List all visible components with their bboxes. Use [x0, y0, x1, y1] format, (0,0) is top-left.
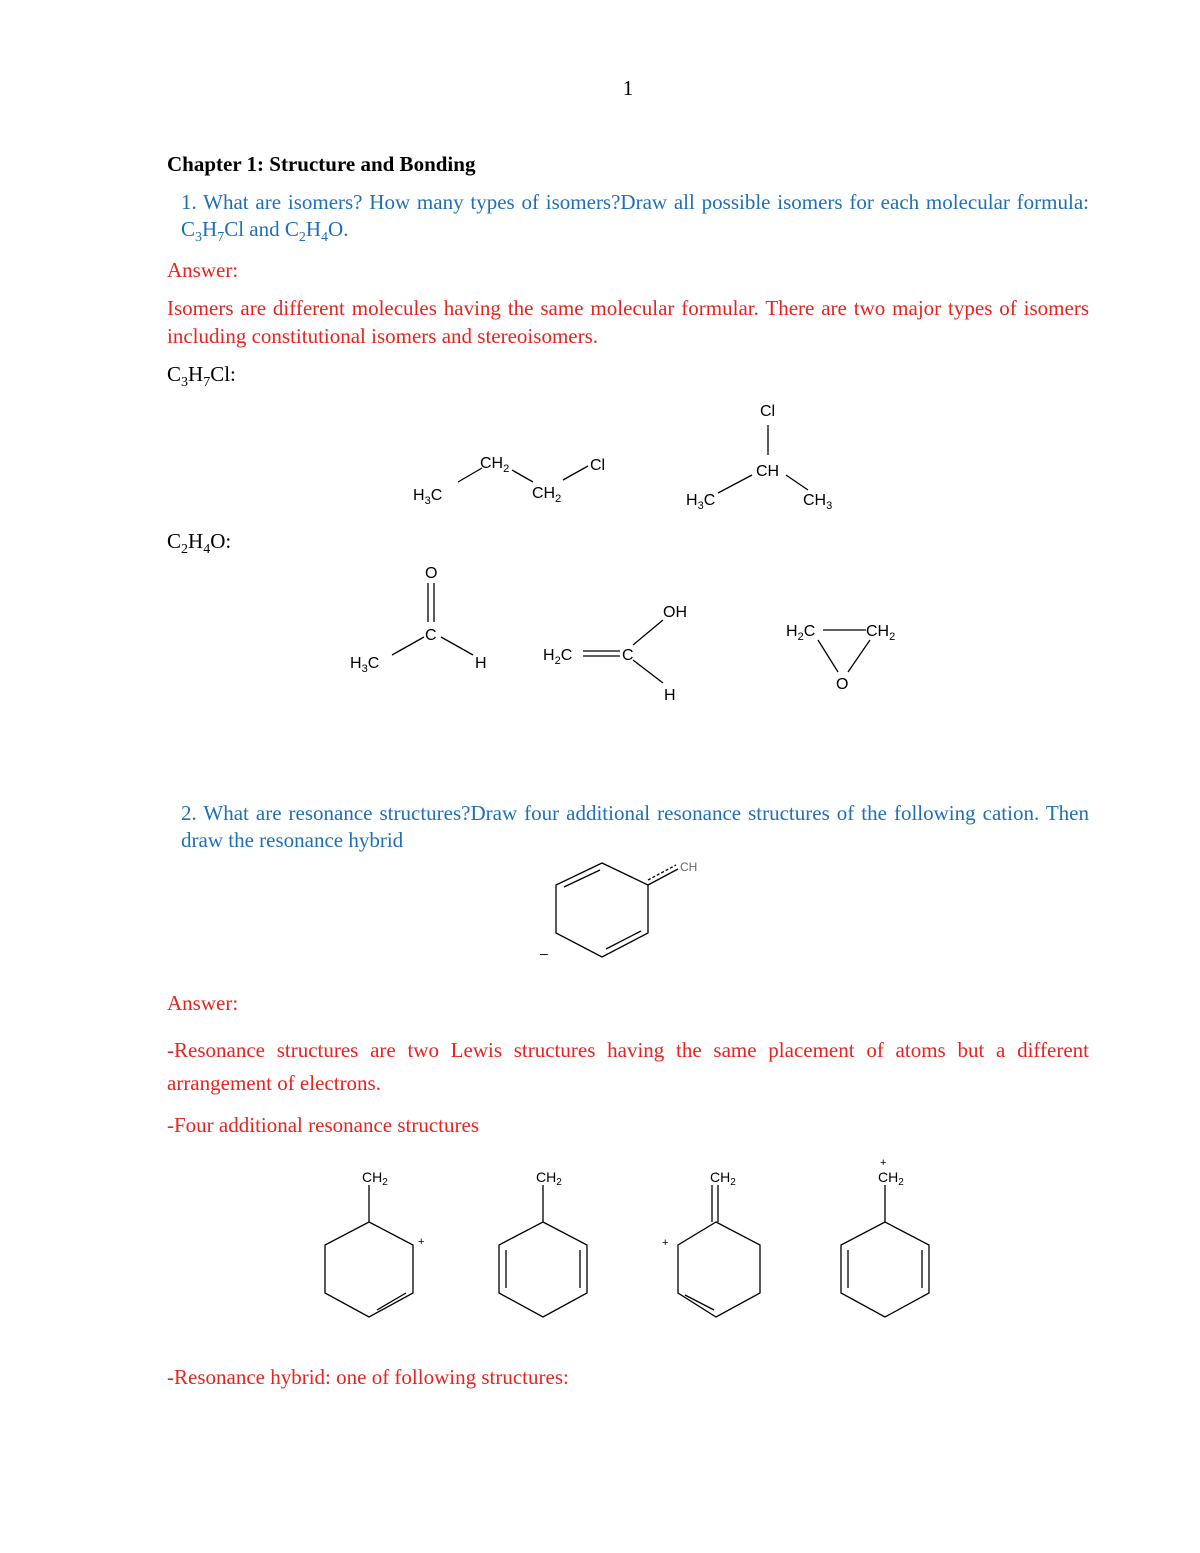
answer-label-2: Answer:	[167, 991, 239, 1015]
label-oh: OH	[663, 604, 687, 621]
answer-1-text: Isomers are different molecules having the same molecular formular. There are two major types of isomers including constitutional isomers and stereoisomers.	[167, 296, 1089, 348]
question-1: 1. What are isomers? How many types of isomers?Draw all possible isomers for each molecular formula: $C_3H_7Cl$ and $C_2H_4O$.	[181, 190, 1089, 246]
label-cl-a: Cl	[590, 457, 606, 474]
plus-r1: +	[418, 1236, 425, 1248]
plus-r3: +	[662, 1237, 669, 1249]
resonance-structures	[300, 1150, 980, 1330]
label-h2c-a: $H_2C$	[543, 647, 573, 667]
label-h2c-b: $H_2C$	[786, 623, 816, 643]
label-o-b: O	[836, 676, 849, 693]
label-ch: CH	[756, 463, 780, 480]
answer-2-four: -Four additional resonance structures	[167, 1113, 479, 1137]
label-ch2-r2: $CH_2$	[536, 1169, 562, 1188]
isomer-structures	[0, 0, 1200, 760]
plus-r4: +	[880, 1157, 887, 1169]
page-number: 1	[622, 76, 634, 100]
label-h3c: $H_3C$	[413, 487, 443, 507]
label-ch-cut: CH	[680, 860, 698, 874]
cation-structure	[530, 855, 730, 970]
label-h3c-b: $H_3C$	[686, 492, 716, 512]
label-ch2-r1: $CH_2$	[362, 1169, 388, 1188]
label-ch2-r4: $CH_2$	[878, 1169, 904, 1188]
answer-label-1: Answer:	[167, 258, 239, 282]
question-2: 2. What are resonance structures?Draw four additional resonance structures of the following cation. Then draw the resonance hybrid	[181, 801, 1089, 852]
label-ch2-r3: $CH_2$	[710, 1169, 736, 1188]
minus-charge: –	[540, 945, 548, 961]
answer-2-definition: -Resonance structures are two Lewis structures having the same placement of atoms but a different arrangement of electrons.	[167, 1038, 1089, 1095]
answer-2-hybrid: -Resonance hybrid: one of following structures:	[167, 1365, 569, 1389]
label-ch2-b: $CH_2$	[532, 485, 562, 505]
label-ch2-c: $CH_2$	[866, 623, 896, 643]
formula-c3h7cl: $C_3H_7Cl$:	[167, 362, 236, 391]
label-ch3: $CH_3$	[803, 492, 833, 512]
label-h-b: H	[664, 687, 676, 704]
chapter-title: Chapter 1: Structure and Bonding	[167, 152, 476, 176]
label-ch2-a: $CH_2$	[480, 455, 510, 475]
label-h3c-c: $H_3C$	[350, 655, 380, 675]
label-c-a: C	[425, 627, 437, 644]
formula-c2h4o: $C_2H_4O$:	[167, 529, 232, 558]
label-cl-b: Cl	[760, 403, 776, 420]
label-c-b: C	[622, 647, 634, 664]
label-o-a: O	[425, 565, 438, 582]
label-h-a: H	[475, 655, 487, 672]
